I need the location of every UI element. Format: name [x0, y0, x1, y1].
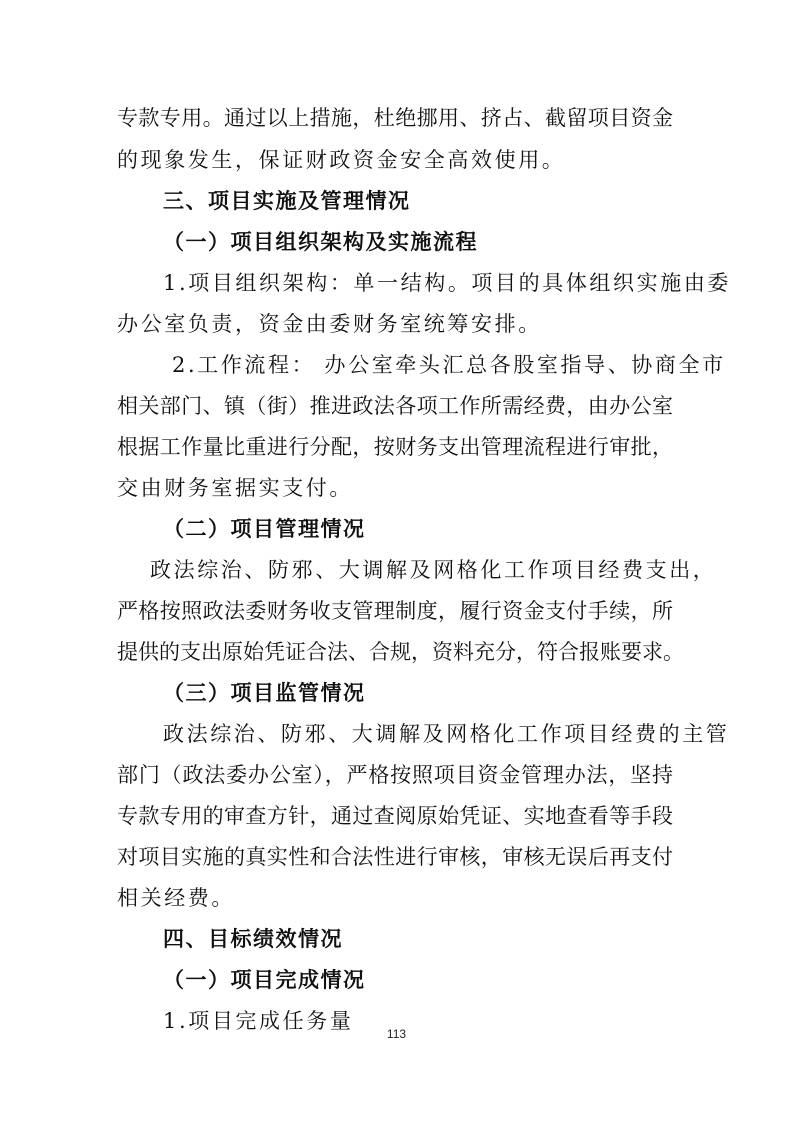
paragraph-line: 2.工作流程： 办公室牵头汇总各股室指导、协商全市 [172, 353, 726, 377]
paragraph-line: 交由财务室据实支付。 [117, 476, 353, 500]
subsection-heading: （三）项目监管情况 [163, 681, 366, 705]
paragraph-line: 根据工作量比重进行分配，按财务支出管理流程进行审批， [117, 435, 673, 459]
paragraph-line: 政法综治、防邪、大调解及网格化工作项目经费的主管 [163, 722, 730, 746]
paragraph-line: 政法综治、防邪、大调解及网格化工作项目经费支出， [150, 558, 717, 582]
paragraph-line: 相关部门、镇（街）推进政法各项工作所需经费，由办公室 [117, 394, 673, 418]
paragraph-line: 相关经费。 [117, 886, 235, 910]
subsection-heading: （二）项目管理情况 [163, 517, 366, 541]
paragraph-line: 专款专用。通过以上措施，杜绝挪用、挤占、截留项目资金 [117, 106, 673, 130]
page-number: 113 [386, 1027, 407, 1041]
paragraph-line: 对项目实施的真实性和合法性进行审核，审核无误后再支付 [117, 845, 673, 869]
section-heading: 四、目标绩效情况 [163, 927, 343, 951]
paragraph-line: 的现象发生，保证财政资金安全高效使用。 [117, 148, 566, 172]
paragraph-line: 提供的支出原始凭证合法、合规，资料充分，符合报账要求。 [117, 640, 684, 664]
paragraph-line: 严格按照政法委财务收支管理制度，履行资金支付手续，所 [117, 599, 673, 623]
section-heading: 三、项目实施及管理情况 [163, 189, 411, 213]
paragraph-line: 1.项目完成任务量 [163, 1009, 354, 1033]
subsection-heading: （一）项目完成情况 [163, 968, 366, 992]
subsection-heading: （一）项目组织架构及实施流程 [163, 230, 478, 254]
paragraph-line: 办公室负责，资金由委财务室统筹安排。 [117, 312, 542, 336]
paragraph-line: 1.项目组织架构：单一结构。项目的具体组织实施由委 [163, 271, 732, 295]
paragraph-line: 部门（政法委办公室），严格按照项目资金管理办法，坚持 [117, 763, 673, 787]
paragraph-line: 专款专用的审查方针，通过查阅原始凭证、实地查看等手段 [117, 804, 673, 828]
